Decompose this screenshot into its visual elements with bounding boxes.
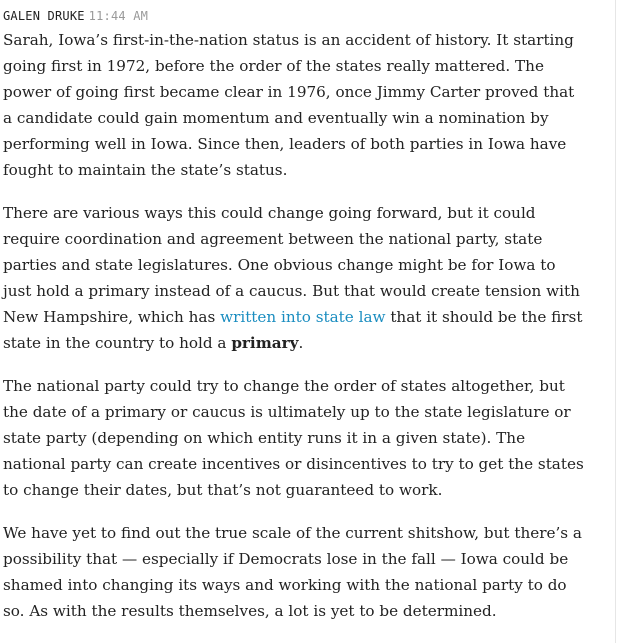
message-body [3, 27, 615, 624]
paragraph-1: Sarah, Iowa’s first-in-the-nation status is an accident of history. It starting going first in 1972, before the order of the states really mattered. The power of going first became clear in 1976, once Jimmy Carter proved that a candidate could gain momentum and eventually win a nomination by performing well in Iowa. Since then, leaders of both parties in Iowa have fought to maintain the state’s status. [3, 31, 575, 179]
paragraph-2-text-after-link: that it should be the first state in the country to hold a [3, 308, 583, 352]
paragraph-2 [3, 200, 588, 356]
message-meta [3, 8, 615, 24]
message-timestamp: 11:44 AM [88, 9, 149, 23]
paragraph-2-end: . [298, 334, 304, 352]
author-name: GALEN DRUKE [3, 9, 85, 23]
paragraph-4: We have yet to find out the true scale of the current shitshow, but there’s a possibility that — especially if Democrats lose in the fall — Iowa could be shamed into changing its ways and working with the national party to do so. As with the results themselves, a lot is yet to be determined. [3, 524, 582, 620]
state-law-link[interactable]: written into state law [220, 308, 386, 326]
paragraph-2-text-before-link: There are various ways this could change going forward, but it could require coordination and agreement between the national party, state parties and state legislatures. One obvious change might be for Iowa to just hold a primary instead of a caucus. But that would create tension with New Hampshire, which has [3, 204, 580, 326]
bold-primary-text: primary [231, 334, 299, 352]
paragraph-3: The national party could try to change the order of states altogether, but the date of a primary or caucus is ultimately up to the state legislature or state party (depending on which entity runs it in a given state). The national party can create incentives or disincentives to try to get the states to change their dates, but that’s not guaranteed to work. [3, 377, 584, 499]
